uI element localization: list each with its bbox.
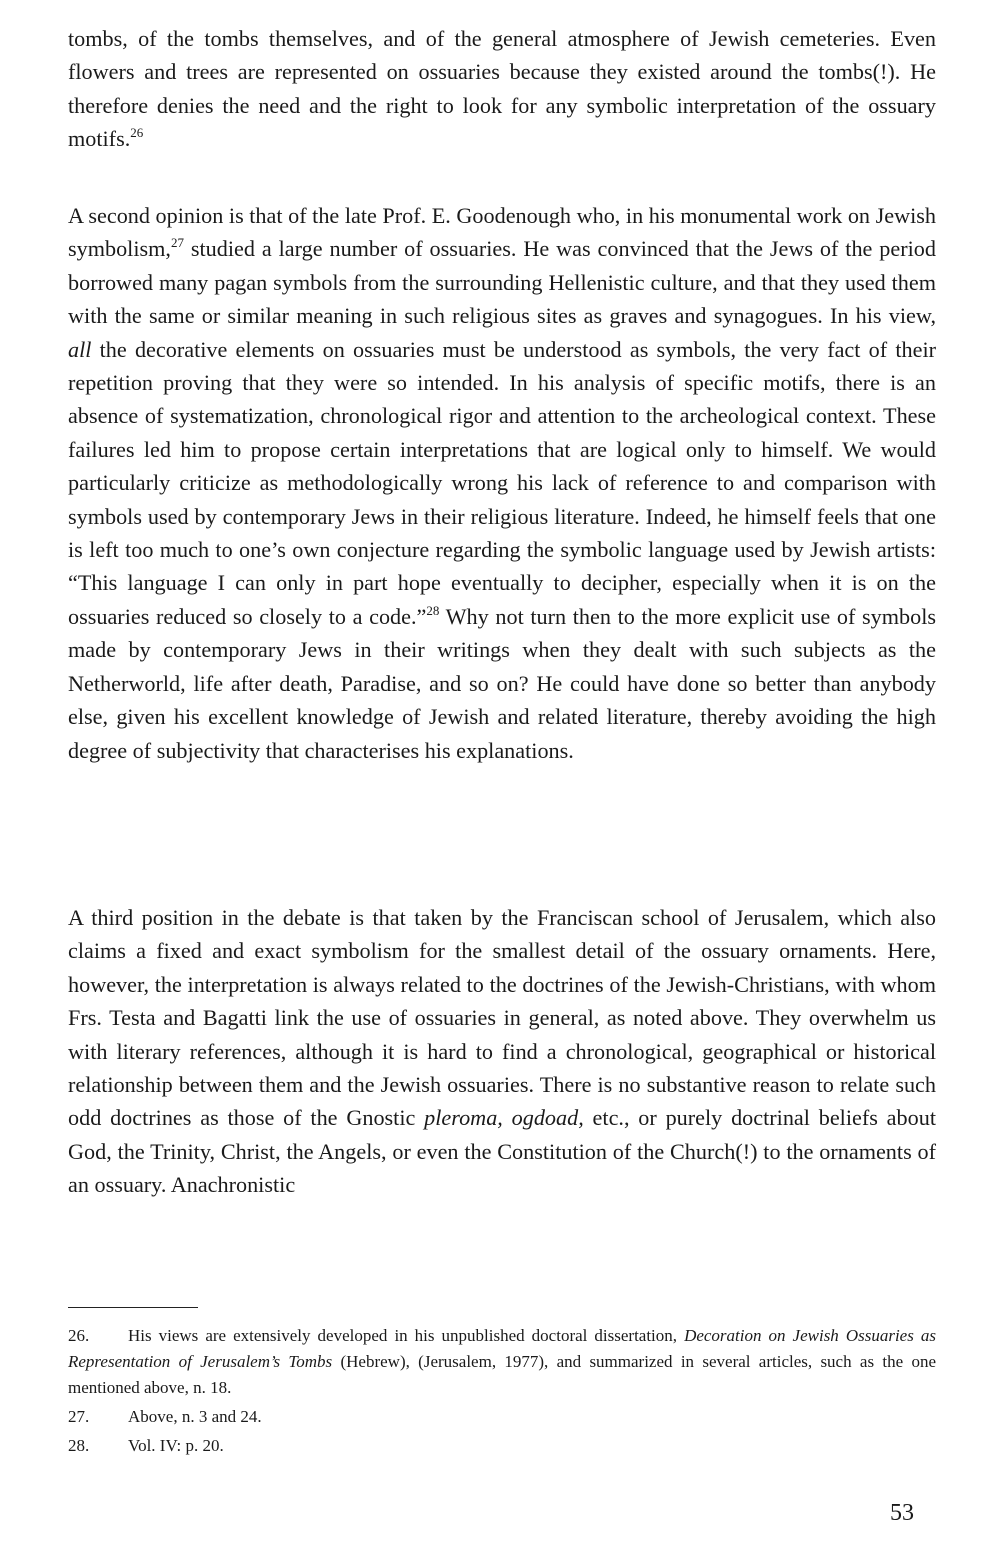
- footnote-text: [128, 1436, 224, 1455]
- footnote-27: [68, 1404, 936, 1430]
- footnote-number: 27.: [68, 1407, 90, 1426]
- footnotes: [68, 1323, 936, 1462]
- text-run: A second opinion is that of the late Prof. E. Goodenough who, in his monumental work on Jewish symbolism,: [68, 203, 936, 262]
- text-run: Above, n. 3 and 24.: [128, 1407, 262, 1426]
- text-run: tombs, of the tombs themselves, and of the general atmosphere of Jewish cemeteries. Even flowers and trees are represented on ossuaries because they existed around the tombs(!). He therefore denies the need and the right to look for any symbolic interpretation of the ossuary motifs.: [68, 26, 936, 152]
- footnote-number: 28.: [68, 1436, 90, 1455]
- page-number: 53: [890, 1500, 914, 1526]
- text-run: (Hebrew), (Jerusalem, 1977), and summarized in several articles, such as the one mentioned above, n. 18.: [68, 1352, 936, 1397]
- footnote-number: 26.: [68, 1326, 90, 1345]
- footnote-26: [68, 1323, 936, 1401]
- text-run: etc., or purely doctrinal beliefs about God, the Trinity, Christ, the Angels, or even the Constitution of the Church(!) to the ornaments of an ossuary. Anachronistic: [68, 1105, 936, 1198]
- italic-text: all: [68, 336, 92, 362]
- footnote-separator: [68, 1307, 198, 1308]
- italic-text: pleroma, ogdoad,: [424, 1105, 584, 1131]
- footnote-text: [128, 1407, 262, 1426]
- text-run: the decorative elements on ossuaries must be understood as symbols, the very fact of their repetition proving that they were so intended. In his analysis of specific motifs, there is an absence of systematization, chronological rigor and attention to the archeological context. These failures led him to propose certain interpretations that are logical only to himself. We would particularly criticize as methodologically wrong his lack of reference to and comparison with symbols used by contemporary Jews in their religious literature. Indeed, he himself feels that one is left too much to one’s own conjecture regarding the symbolic language used by Jewish artists: “This language I can only in part hope eventually to decipher, especially when it is on the ossuaries reduced so closely to a code.”: [68, 336, 936, 629]
- footnote-reference: 26: [130, 125, 144, 141]
- text-run: A third position in the debate is that taken by the Franciscan school of Jerusalem, which also claims a fixed and exact symbolism for the smallest detail of the ossuary ornaments. Here, however, the interpretation is always related to the doctrines of the Jewish-Christians, with whom Frs. Testa and Bagatti link the use of ossuaries in general, as noted above. They overwhelm us with literary references, although it is hard to find a chronological, geographical or historical relationship between them and the Jewish ossuaries. There is no substantive reason to relate such odd doctrines as those of the Gnostic: [68, 905, 936, 1131]
- footnote-text: [68, 1326, 936, 1397]
- text-run: Vol. IV: p. 20.: [128, 1436, 224, 1455]
- text-run: Why not turn then to the more explicit use of symbols made by contemporary Jews in their writings when they dealt with such subjects as the Netherworld, life after death, Paradise, and so on? He could have done so better than anybody else, given his excellent knowledge of Jewish and related literature, thereby avoiding the high degree of subjectivity that characterises his explanations.: [68, 603, 936, 763]
- footnote-reference: 28: [426, 602, 440, 618]
- body-paragraph-1: [68, 22, 936, 156]
- text-run: studied a large number of ossuaries. He was convinced that the Jews of the period borrowed many pagan symbols from the surrounding Hellenistic culture, and that they used them with the same or similar meaning in such religious sites as graves and synagogues. In his view,: [68, 236, 936, 329]
- text-run: His views are extensively developed in his unpublished doctoral dissertation,: [128, 1326, 685, 1345]
- body-paragraph-3: [68, 901, 936, 1202]
- footnote-reference: 27: [170, 235, 184, 251]
- italic-text: Decoration on Jewish Ossuaries as Representation of Jerusalem’s Tombs: [68, 1326, 936, 1371]
- body-paragraph-2: [68, 199, 936, 767]
- footnote-28: [68, 1433, 936, 1459]
